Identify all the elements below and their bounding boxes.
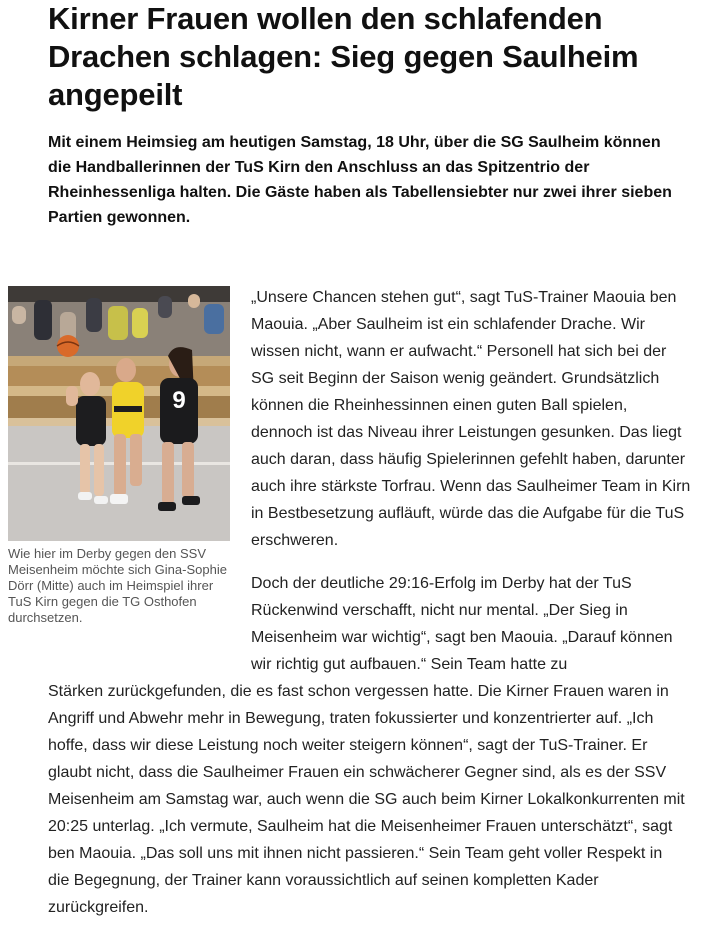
image-caption: Wie hier im Derby gegen den SSV Meisenheim möchte sich Gina-Sophie Dörr (Mitte) auch im Heimspiel ihrer TuS Kirn gegen die TG Osthofen durchsetzen. — [8, 546, 227, 625]
body-paragraph: Stärken zurückgefunden, die es fast schon vergessen hatte. Die Kirner Frauen waren in Angriff und Abwehr mehr in Bewegung, traten fokussierter und konzentrierter auf. „Ich hoffe, dass wir diese Leistung noch weiter steigern können“, sagt der TuS-Trainer. Er glaubt nicht, dass die Saulheimer Frauen ein schwächerer Gegner sind, als es der SSV Meisenheim am Samstag war, auch wenn die SG auch beim Kirner Lokalkonkurrenten mit 20:25 unterlag. „Ich vermute, Saulheim hat die Meisenheimer Frauen unterschätzt“, sagt ben Maouia. „Das soll uns mit ihnen nicht passieren.“ Sein Team geht voller Respekt in die Begegnung, der Trainer kann voraussichtlich auf seinen kompletten Kader zurückgreifen. — [48, 683, 685, 916]
article-lead: Mit einem Heimsieg am heutigen Samstag, 18 Uhr, über die SG Saulheim können die Handballerinnen der TuS Kirn den Anschluss an das Spitzentrio der Rheinhessenliga halten. Die Gäste haben als Tabellensiebter nur zwei ihrer sieben Partien gewonnen. — [48, 134, 672, 226]
handball-photo[interactable] — [8, 286, 230, 541]
article-figure — [8, 286, 230, 626]
jersey-number: 9 — [172, 387, 186, 414]
body-paragraph: „Unsere Chancen stehen gut“, sagt TuS-Trainer Maouia ben Maouia. „Aber Saulheim ist ein schlafender Drache. Wir wissen nicht, wann er aufwacht.“ Personell hat sich bei der SG seit Beginn der Saison wenig geändert. Grundsätzlich können die Rheinhessinnen einen guten Ball spielen, dennoch ist das Niveau ihrer Leistungen gesunken. Das liegt auch daran, dass häufig Spielerinnen gefehlt haben, darunter auch ihre stärkste Torfrau. Wenn das Saulheimer Team in Kirn in Bestbesetzung aufläuft, würde das die Aufgabe für die TuS erschweren. — [251, 289, 691, 549]
body-paragraph: Doch der deutliche 29:16-Erfolg im Derby hat der TuS Rückenwind verschafft, nicht nur mental. „Der Sieg in Meisenheim war wichtig“, sagt ben Maouia. „Darauf können wir richtig gut aufbauen.“ Sein Team hatte zu — [251, 575, 673, 673]
article-headline: Kirner Frauen wollen den schlafenden Drachen schlagen: Sieg gegen Saulheim angepeilt — [48, 1, 639, 112]
